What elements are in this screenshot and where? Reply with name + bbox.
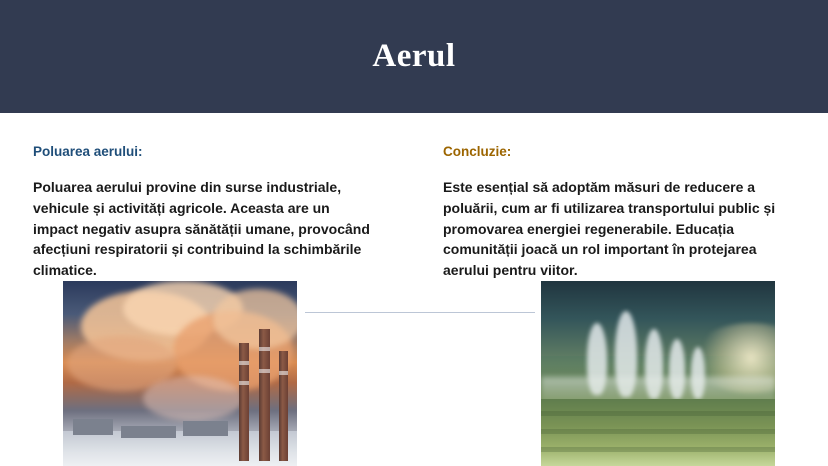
- page-title: Aerul: [372, 38, 456, 74]
- column-left-body: Poluarea aerului provine din surse industriale, vehicule și activități agricole. Aceasta are un impact negativ asupra sănătății umane, provocând afecțiuni respiratorii și contribuind la schimbările climatice.: [33, 179, 370, 279]
- column-left-heading: Poluarea aerului:: [33, 144, 143, 159]
- column-right: [443, 113, 788, 281]
- horizontal-divider: [305, 312, 535, 313]
- column-right-body: Este esențial să adoptăm măsuri de reducere a poluării, cum ar fi utilizarea transportului public și promovarea energiei regenerabile. Educația comunității joacă un rol important în protejarea aerului pentru viitor.: [443, 179, 776, 279]
- column-right-heading: Concluzie:: [443, 144, 512, 159]
- column-left: [33, 113, 378, 281]
- power-plant-aerial-photo: [541, 281, 775, 466]
- industrial-smokestacks-photo: [63, 281, 297, 466]
